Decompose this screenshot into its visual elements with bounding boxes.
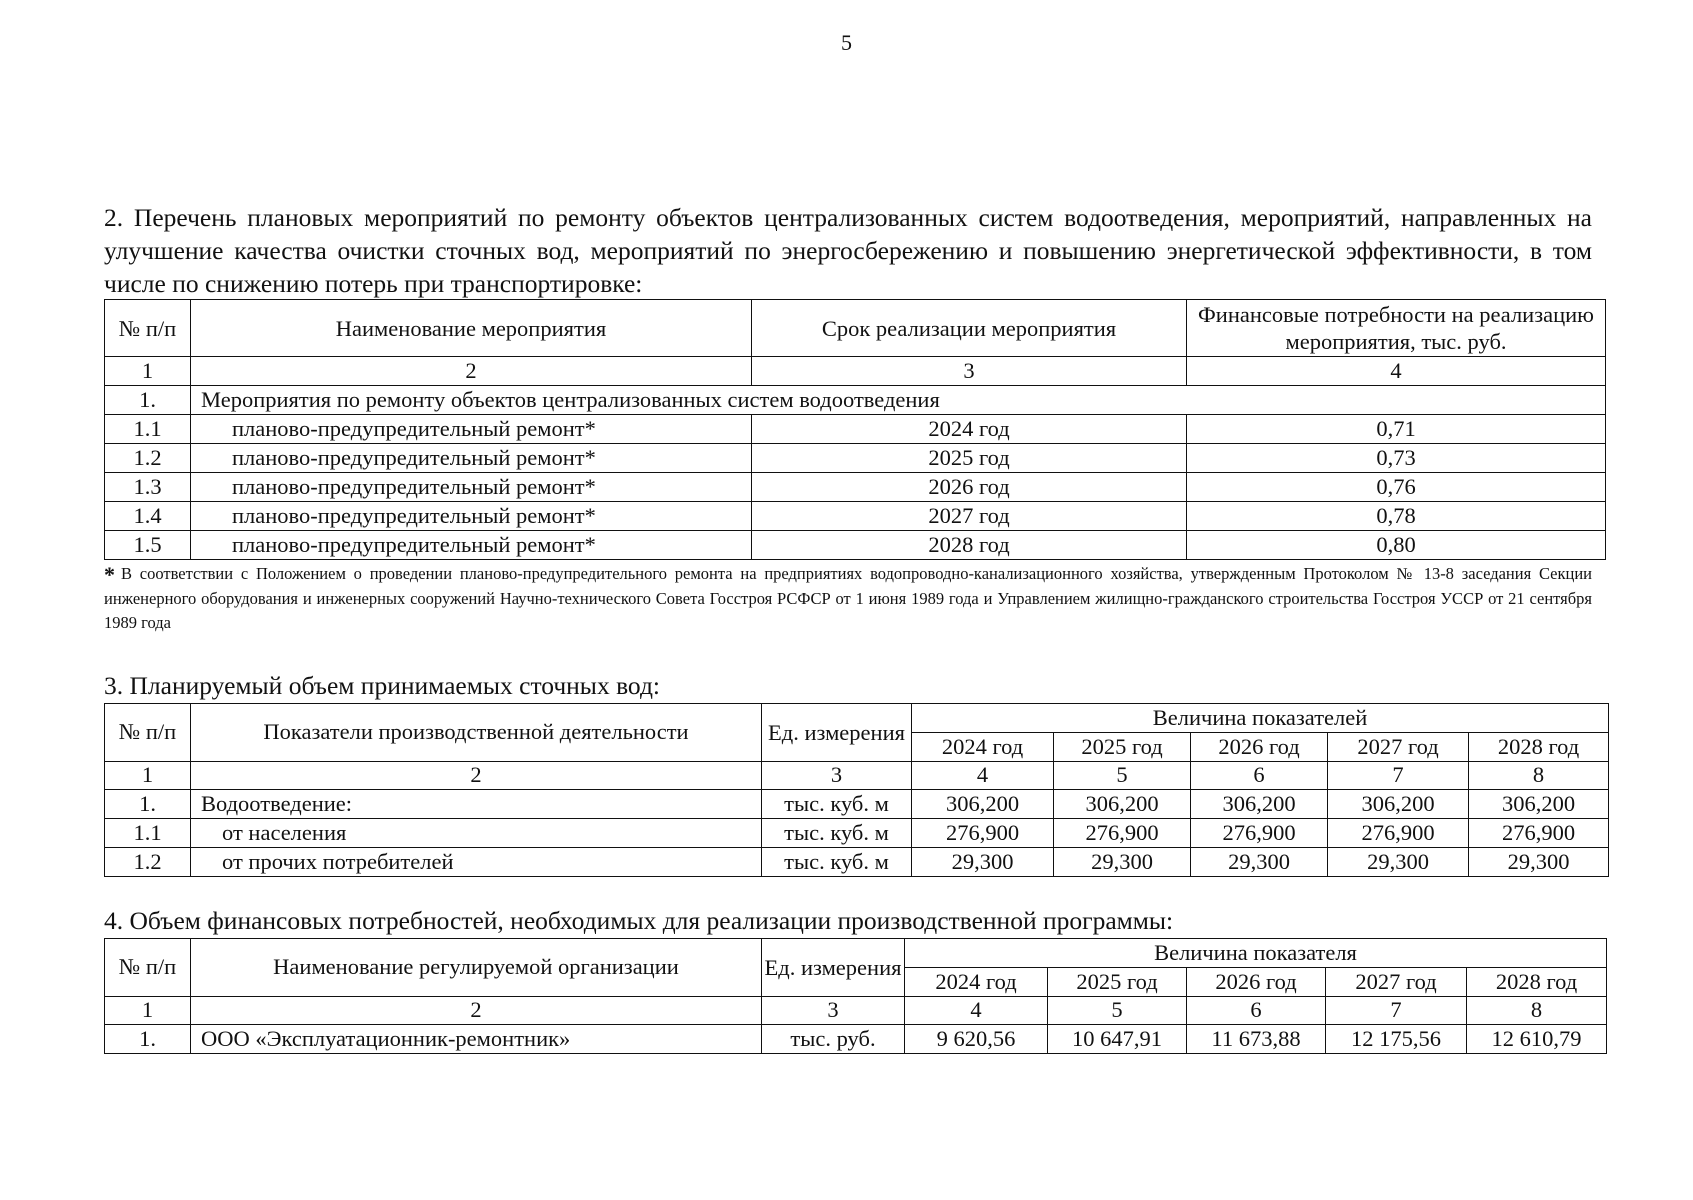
row-number: 1. bbox=[105, 1025, 191, 1054]
column-number: 2 bbox=[191, 357, 752, 386]
table-row bbox=[105, 531, 1606, 560]
row-number: 1.5 bbox=[105, 531, 191, 560]
column-number-row bbox=[105, 357, 1606, 386]
measure-amount: 0,73 bbox=[1187, 444, 1606, 473]
header-cell-values-group: Величина показателя bbox=[905, 939, 1607, 968]
column-number-row bbox=[105, 997, 1607, 1025]
header-cell-num: № п/п bbox=[105, 300, 191, 357]
value-cell: 306,200 bbox=[1328, 790, 1469, 819]
header-cell-values-group: Величина показателей bbox=[912, 704, 1609, 733]
footnote-star: * bbox=[104, 562, 115, 587]
footnote bbox=[104, 562, 1592, 635]
group-label: Мероприятия по ремонту объектов централизованных систем водоотведения bbox=[191, 386, 1606, 415]
header-cell-financing: Финансовые потребности на реализацию мероприятия, тыс. руб. bbox=[1187, 300, 1606, 357]
column-number: 3 bbox=[762, 762, 912, 790]
measure-term: 2027 год bbox=[752, 502, 1187, 531]
column-number: 1 bbox=[105, 997, 191, 1025]
value-cell: 29,300 bbox=[1469, 848, 1609, 877]
value-cell: 306,200 bbox=[912, 790, 1054, 819]
measure-name: планово-предупредительный ремонт* bbox=[191, 444, 752, 473]
measure-amount: 0,71 bbox=[1187, 415, 1606, 444]
value-cell: 29,300 bbox=[1328, 848, 1469, 877]
table-header-row bbox=[105, 704, 1609, 733]
table-row bbox=[105, 415, 1606, 444]
value-cell: 11 673,88 bbox=[1187, 1025, 1326, 1054]
table-row bbox=[105, 848, 1609, 877]
column-number: 5 bbox=[1054, 762, 1191, 790]
row-number: 1.2 bbox=[105, 444, 191, 473]
indicator-name: Водоотведение: bbox=[191, 790, 762, 819]
year-header: 2024 год bbox=[905, 968, 1048, 997]
table-header-row bbox=[105, 939, 1607, 968]
year-header: 2026 год bbox=[1187, 968, 1326, 997]
row-number: 1.2 bbox=[105, 848, 191, 877]
year-header: 2025 год bbox=[1054, 733, 1191, 762]
value-cell: 9 620,56 bbox=[905, 1025, 1048, 1054]
measure-term: 2025 год bbox=[752, 444, 1187, 473]
indicator-name: от населения bbox=[191, 819, 762, 848]
group-row bbox=[105, 386, 1606, 415]
column-number: 3 bbox=[752, 357, 1187, 386]
measure-name: планово-предупредительный ремонт* bbox=[191, 531, 752, 560]
measure-term: 2026 год bbox=[752, 473, 1187, 502]
column-number: 4 bbox=[1187, 357, 1606, 386]
unit-cell: тыс. руб. bbox=[762, 1025, 905, 1054]
value-cell: 306,200 bbox=[1054, 790, 1191, 819]
unit-cell: тыс. куб. м bbox=[762, 848, 912, 877]
measure-term: 2028 год bbox=[752, 531, 1187, 560]
column-number: 5 bbox=[1048, 997, 1187, 1025]
year-header: 2025 год bbox=[1048, 968, 1187, 997]
header-cell-org: Наименование регулируемой организации bbox=[191, 939, 762, 997]
header-cell-unit: Ед. измерения bbox=[762, 704, 912, 762]
value-cell: 276,900 bbox=[1469, 819, 1609, 848]
table-row bbox=[105, 819, 1609, 848]
value-cell: 12 610,79 bbox=[1467, 1025, 1607, 1054]
section-4-heading: 4. Объем финансовых потребностей, необходимых для реализации производственной программы: bbox=[104, 906, 1174, 935]
unit-cell: тыс. куб. м bbox=[762, 819, 912, 848]
row-number: 1.1 bbox=[105, 415, 191, 444]
indicator-name: от прочих потребителей bbox=[191, 848, 762, 877]
column-number: 3 bbox=[762, 997, 905, 1025]
value-cell: 276,900 bbox=[1328, 819, 1469, 848]
table-row bbox=[105, 502, 1606, 531]
value-cell: 29,300 bbox=[912, 848, 1054, 877]
column-number: 7 bbox=[1328, 762, 1469, 790]
column-number: 8 bbox=[1467, 997, 1607, 1025]
row-number: 1.3 bbox=[105, 473, 191, 502]
measure-name: планово-предупредительный ремонт* bbox=[191, 415, 752, 444]
measure-term: 2024 год bbox=[752, 415, 1187, 444]
value-cell: 29,300 bbox=[1191, 848, 1328, 877]
year-header: 2028 год bbox=[1467, 968, 1607, 997]
row-number: 1.1 bbox=[105, 819, 191, 848]
wastewater-volume-table bbox=[104, 703, 1609, 877]
row-number: 1. bbox=[105, 386, 191, 415]
table-header-row bbox=[105, 300, 1606, 357]
measure-amount: 0,78 bbox=[1187, 502, 1606, 531]
year-header: 2024 год bbox=[912, 733, 1054, 762]
header-cell-num: № п/п bbox=[105, 704, 191, 762]
table-row bbox=[105, 473, 1606, 502]
section-3-heading: 3. Планируемый объем принимаемых сточных вод: bbox=[104, 671, 661, 700]
section-2-heading: 2. Перечень плановых мероприятий по ремонту объектов централизованных систем водоотведения, мероприятий, направленных на улучшение качества очистки сточных вод, мероприятий по энергосбережению и повышению энергетической эффективности, в том числе по снижению потерь при транспортировке: bbox=[104, 203, 1592, 298]
year-header: 2026 год bbox=[1191, 733, 1328, 762]
financing-needs-table bbox=[104, 938, 1607, 1054]
footnote-text: В соответствии с Положением о проведении планово-предупредительного ремонта на предприятиях водопроводно-канализационного хозяйства, утвержденным Протоколом № 13-8 заседания Секции инженерного оборудования и инженерных сооружений Научно-технического Совета Госстроя РСФСР от 1 июня 1989 года и Управлением жилищно-гражданского строительства Госстроя УССР от 21 сентября 1989 года bbox=[104, 564, 1592, 632]
header-cell-term: Срок реализации мероприятия bbox=[752, 300, 1187, 357]
column-number: 2 bbox=[191, 997, 762, 1025]
column-number: 6 bbox=[1187, 997, 1326, 1025]
value-cell: 306,200 bbox=[1469, 790, 1609, 819]
column-number: 4 bbox=[912, 762, 1054, 790]
page-number: 5 bbox=[841, 30, 852, 55]
year-header: 2027 год bbox=[1326, 968, 1467, 997]
measure-amount: 0,80 bbox=[1187, 531, 1606, 560]
header-cell-unit: Ед. измерения bbox=[762, 939, 905, 997]
header-cell-name: Наименование мероприятия bbox=[191, 300, 752, 357]
value-cell: 276,900 bbox=[1191, 819, 1328, 848]
value-cell: 306,200 bbox=[1191, 790, 1328, 819]
column-number-row bbox=[105, 762, 1609, 790]
row-number: 1.4 bbox=[105, 502, 191, 531]
header-cell-indicator: Показатели производственной деятельности bbox=[191, 704, 762, 762]
table-row bbox=[105, 1025, 1607, 1054]
measure-amount: 0,76 bbox=[1187, 473, 1606, 502]
column-number: 2 bbox=[191, 762, 762, 790]
row-number: 1. bbox=[105, 790, 191, 819]
table-row bbox=[105, 444, 1606, 473]
table-row bbox=[105, 790, 1609, 819]
repair-measures-table bbox=[104, 299, 1606, 560]
value-cell: 10 647,91 bbox=[1048, 1025, 1187, 1054]
value-cell: 12 175,56 bbox=[1326, 1025, 1467, 1054]
organization-name: ООО «Эксплуатационник-ремонтник» bbox=[191, 1025, 762, 1054]
unit-cell: тыс. куб. м bbox=[762, 790, 912, 819]
measure-name: планово-предупредительный ремонт* bbox=[191, 473, 752, 502]
value-cell: 29,300 bbox=[1054, 848, 1191, 877]
column-number: 7 bbox=[1326, 997, 1467, 1025]
value-cell: 276,900 bbox=[1054, 819, 1191, 848]
column-number: 4 bbox=[905, 997, 1048, 1025]
column-number: 1 bbox=[105, 762, 191, 790]
year-header: 2028 год bbox=[1469, 733, 1609, 762]
measure-name: планово-предупредительный ремонт* bbox=[191, 502, 752, 531]
header-cell-num: № п/п bbox=[105, 939, 191, 997]
column-number: 6 bbox=[1191, 762, 1328, 790]
year-header: 2027 год bbox=[1328, 733, 1469, 762]
column-number: 8 bbox=[1469, 762, 1609, 790]
column-number: 1 bbox=[105, 357, 191, 386]
value-cell: 276,900 bbox=[912, 819, 1054, 848]
